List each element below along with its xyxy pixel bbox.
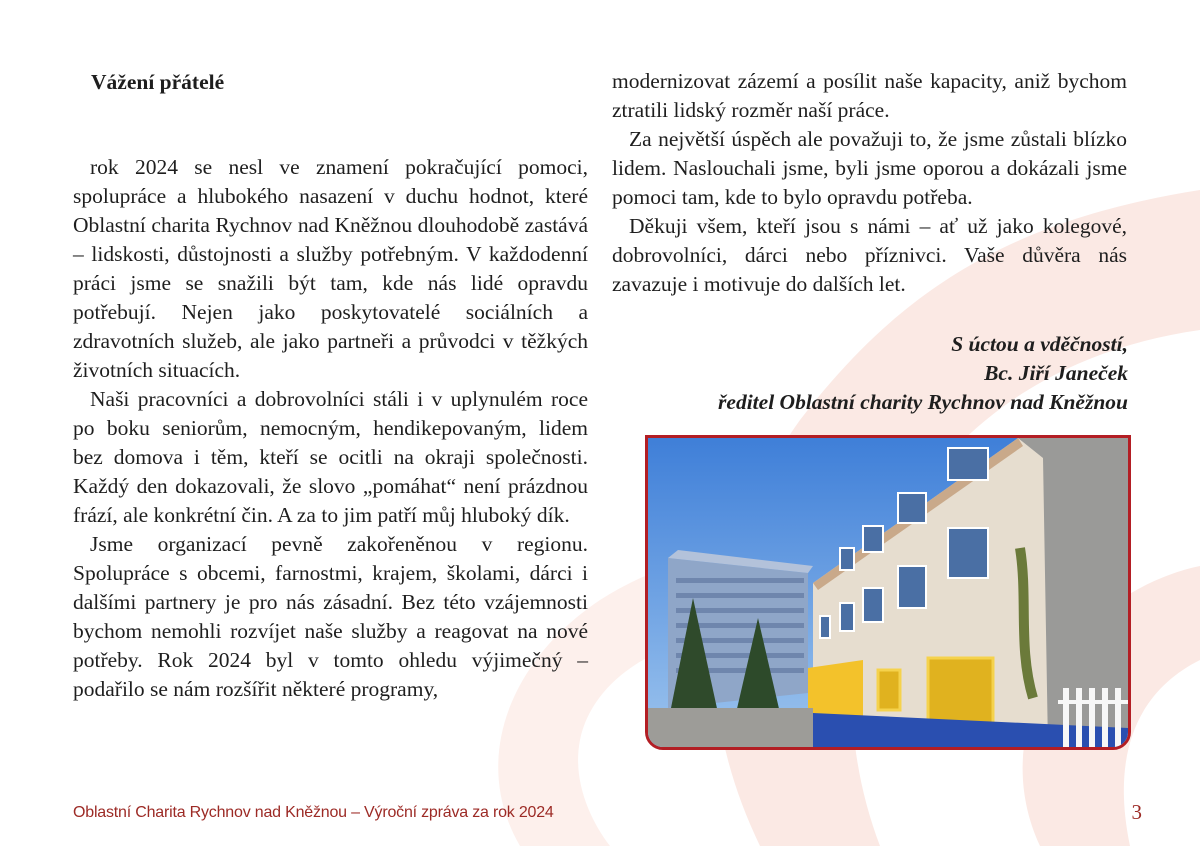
paragraph: Za největší úspěch ale považuji to, že jsme zůstali blízko lidem. Naslouchali jsme, byli jsme oporou a dokázali jsme pomoci tam, kde to bylo opravdu potřeba. xyxy=(612,127,1127,209)
building-photo-illustration xyxy=(648,438,1128,747)
paragraph: Děkuji všem, kteří jsou s námi – ať už jako kolegové, dobrovolníci, dárci nebo příznivci. Vaše důvěra nás zavazuje i motivuje do dalších let. xyxy=(612,214,1127,296)
signature-name: Bc. Jiří Janeček xyxy=(984,361,1128,385)
left-text-column xyxy=(73,153,588,704)
building-photo xyxy=(645,435,1131,750)
paragraph: Jsme organizací pevně zakořeněnou v regionu. Spolupráce s obcemi, farnostmi, krajem, školami, dárci i dalšími partnery je pro nás zásadní. Bez této vzájemnosti bychom nemohli rozvíjet naše služby a reagovat na nové potřeby. Rok 2024 byl v tomto ohledu výjimečný – podařilo se nám rozšířit některé programy, xyxy=(73,532,588,701)
signature-closing: S úctou a vděčností, xyxy=(951,332,1128,356)
paragraph: modernizovat zázemí a posílit naše kapacity, aniž bychom ztratili lidský rozměr naší práce. xyxy=(612,69,1127,122)
page-number: 3 xyxy=(1131,800,1142,824)
signature-block xyxy=(718,330,1128,417)
footer-text: Oblastní Charita Rychnov nad Kněžnou – Výroční zpráva za rok 2024 xyxy=(73,804,554,821)
paragraph: Naši pracovníci a dobrovolníci stáli i v uplynulém roce po boku seniorům, nemocným, hendikepovaným, lidem bez domova i těm, kteří se ocitli na okraji společnosti. Každý den dokazovali, že slovo „pomáhat“ není prázdnou frází, ale konkrétní čin. A za to jim patří můj hluboký dík. xyxy=(73,387,588,527)
right-text-column xyxy=(612,67,1127,299)
paragraph: rok 2024 se nesl ve znamení pokračující pomoci, spolupráce a hlubokého nasazení v duchu hodnot, které Oblastní charita Rychnov nad Kněžnou dlouhodobě zastává – lidskosti, důstojnosti a služby potřebným. V každodenní práci jsme se snažili být tam, kde nás lidé opravdu potřebují. Nejen jako poskytovatelé sociálních a zdravotních služeb, ale jako partneři a průvodci v těžkých životních situacích. xyxy=(73,155,588,382)
greeting-heading: Vážení přátelé xyxy=(91,70,225,94)
signature-title: ředitel Oblastní charity Rychnov nad Kněžnou xyxy=(718,390,1128,414)
